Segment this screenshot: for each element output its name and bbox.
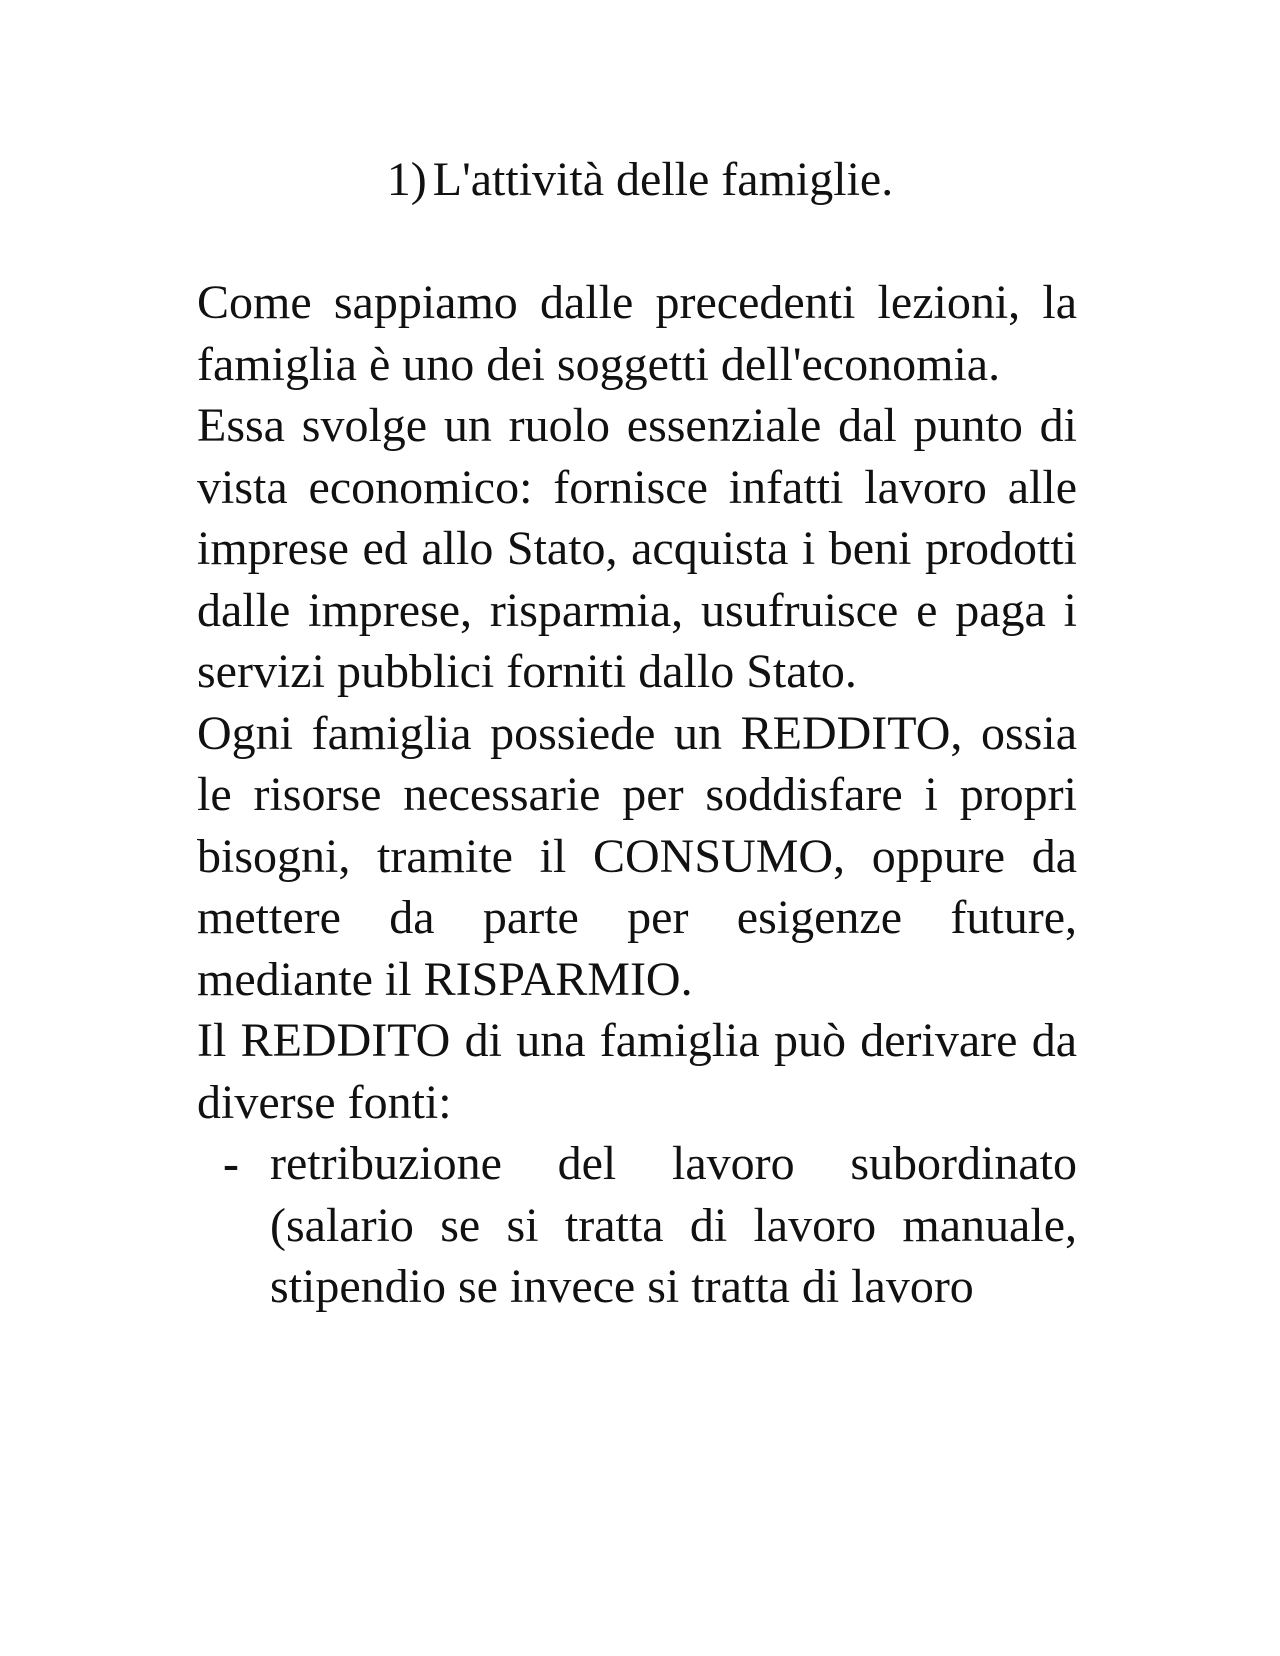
list-bullet: -	[223, 1137, 239, 1190]
paragraph-economic-role: Essa svolge un ruolo essenziale dal punto di vista economico: fornisce infatti lavoro alle imprese ed allo Stato, acquista i beni prodotti dalle imprese, risparmia, usufruisce e paga i servizi pubblici forniti dallo Stato.	[197, 399, 1077, 698]
income-sources-list	[197, 1133, 1077, 1318]
list-item-text: retribuzione del lavoro subordinato (salario se si tratta di lavoro manuale, stipendio se invece si tratta di lavoro	[270, 1137, 1077, 1313]
section-heading	[0, 150, 1280, 210]
paragraph-income-sources: Il REDDITO di una famiglia può derivare da diverse fonti:	[197, 1014, 1077, 1129]
list-item	[197, 1133, 1077, 1318]
body-text	[197, 272, 1077, 1318]
paragraph-intro: Come sappiamo dalle precedenti lezioni, la famiglia è uno dei soggetti dell'economia.	[197, 276, 1077, 391]
heading-title: L'attività delle famiglie.	[432, 153, 894, 206]
heading-number: 1)	[386, 153, 427, 206]
paragraph-income: Ogni famiglia possiede un REDDITO, ossia le risorse necessarie per soddisfare i propri bisogni, tramite il CONSUMO, oppure da mettere da parte per esigenze future, mediante il RISPARMIO.	[197, 706, 1077, 1006]
